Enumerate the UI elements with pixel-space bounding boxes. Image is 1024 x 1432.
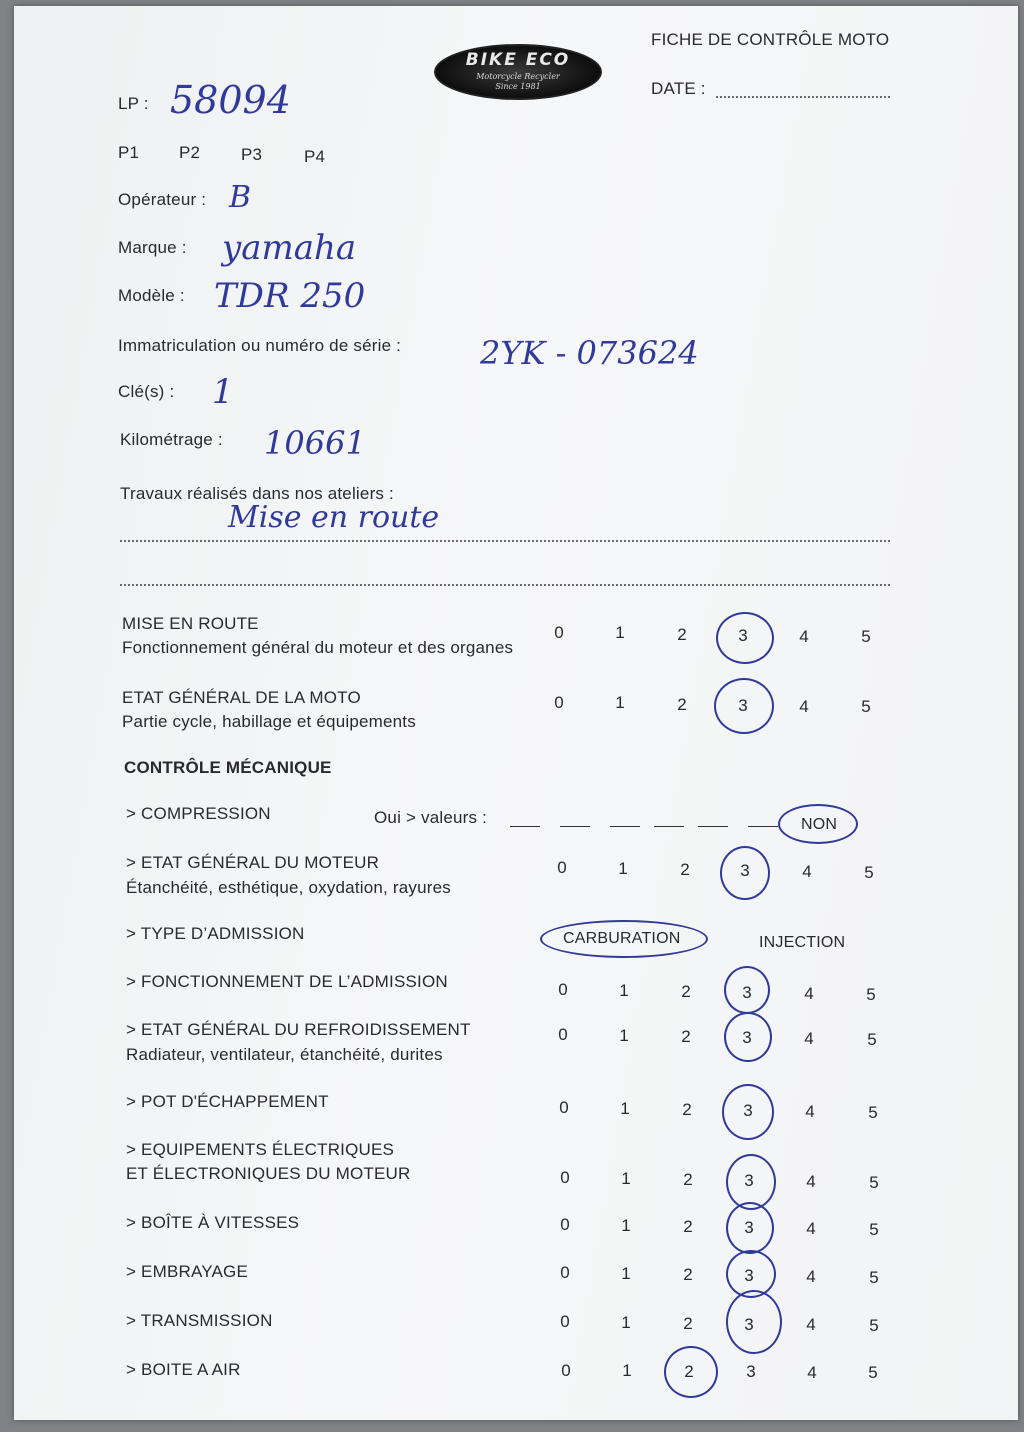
rating-option[interactable]: 0 (558, 980, 568, 999)
compression-value-1[interactable] (510, 826, 540, 827)
rating-option[interactable]: 0 (561, 1361, 571, 1380)
selection-circle (714, 678, 774, 734)
rating-option[interactable]: 1 (621, 1169, 631, 1188)
compression-title: > COMPRESSION (126, 804, 271, 823)
etat-moto-subtitle: Partie cycle, habillage et équipements (122, 712, 416, 731)
immatriculation-label: Immatriculation ou numéro de série : (118, 336, 402, 355)
rating-option[interactable]: 2 (682, 1100, 692, 1119)
compression-value-6[interactable] (748, 826, 778, 827)
rating-option[interactable]: 2 (683, 1170, 693, 1189)
selection-circle (664, 1346, 718, 1398)
rating-option-selected[interactable]: 3 (744, 1266, 754, 1285)
lp-value[interactable]: 58094 (170, 78, 291, 122)
rating-option-selected[interactable]: 3 (744, 1315, 754, 1334)
embrayage-title: > EMBRAYAGE (126, 1262, 249, 1281)
immatriculation-value[interactable]: 2YK - 073624 (480, 334, 699, 372)
compression-value-5[interactable] (698, 826, 728, 827)
rating-option-selected[interactable]: 3 (738, 696, 748, 715)
rating-option-selected[interactable]: 3 (744, 1218, 754, 1237)
selection-circle (778, 804, 858, 844)
rating-option-selected[interactable]: 3 (740, 861, 750, 880)
p1-label[interactable]: P1 (118, 143, 140, 162)
rating-option[interactable]: 0 (554, 623, 564, 642)
selection-circle (540, 920, 708, 958)
kilometrage-value[interactable]: 10661 (264, 424, 366, 462)
boite-vitesses-title: > BOÎTE À VITESSES (126, 1213, 300, 1232)
marque-value[interactable]: yamaha (222, 228, 357, 268)
rating-option[interactable]: 1 (620, 1099, 630, 1118)
p3-label[interactable]: P3 (241, 145, 263, 164)
rating-option[interactable]: 2 (681, 982, 691, 1001)
rating-option[interactable]: 5 (861, 697, 871, 716)
cles-value[interactable]: 1 (212, 372, 234, 412)
section-title: CONTRÔLE MÉCANIQUE (124, 758, 332, 777)
compression-oui-label[interactable]: Oui > valeurs : (374, 808, 488, 827)
rating-option[interactable]: 5 (868, 1103, 878, 1122)
rating-option-selected[interactable]: 3 (744, 1171, 754, 1190)
refroidissement-subtitle: Radiateur, ventilateur, étanchéité, durites (126, 1045, 443, 1064)
rating-option[interactable]: 4 (806, 1267, 816, 1286)
rating-option[interactable]: 0 (558, 1025, 568, 1044)
operateur-value[interactable]: B (229, 180, 252, 215)
rating-option[interactable]: 0 (560, 1215, 570, 1234)
date-field[interactable] (716, 96, 890, 98)
sheet-title: FICHE DE CONTRÔLE MOTO (651, 30, 890, 49)
logo-name: BIKE ECO (465, 50, 571, 70)
selection-circle (720, 846, 770, 900)
modele-value[interactable]: TDR 250 (214, 276, 366, 316)
rating-option[interactable]: 5 (869, 1173, 879, 1192)
selection-circle (726, 1202, 774, 1254)
rating-option[interactable]: 5 (868, 1363, 878, 1382)
electrique-title: > EQUIPEMENTS ÉLECTRIQUES (126, 1140, 395, 1159)
compression-value-2[interactable] (560, 826, 590, 827)
rating-option[interactable]: 0 (560, 1312, 570, 1331)
p2-label[interactable]: P2 (179, 143, 201, 162)
rating-option[interactable]: 5 (869, 1220, 879, 1239)
rating-option[interactable]: 4 (799, 697, 809, 716)
mise-en-route-subtitle: Fonctionnement général du moteur et des organes (122, 638, 514, 657)
selection-circle (716, 612, 774, 664)
rating-option[interactable]: 1 (618, 859, 628, 878)
rating-option[interactable]: 1 (621, 1216, 631, 1235)
refroidissement-title: > ETAT GÉNÉRAL DU REFROIDISSEMENT (126, 1020, 471, 1039)
bike-eco-logo (434, 44, 602, 100)
rating-option[interactable]: 2 (681, 1027, 691, 1046)
carburation-option[interactable]: CARBURATION (563, 930, 681, 947)
rating-option[interactable]: 1 (615, 623, 625, 642)
compression-non-option[interactable]: NON (801, 816, 838, 833)
selection-circle (724, 1012, 772, 1062)
rating-option[interactable]: 5 (869, 1316, 879, 1335)
rating-option[interactable]: 0 (560, 1263, 570, 1282)
p4-label[interactable]: P4 (304, 147, 326, 166)
logo-since: Since 1981 (495, 82, 541, 91)
rating-option-selected[interactable]: 3 (743, 1101, 753, 1120)
mise-en-route-title: MISE EN ROUTE (122, 614, 259, 633)
rating-option[interactable]: 0 (554, 693, 564, 712)
pot-title: > POT D'ÉCHAPPEMENT (126, 1092, 329, 1111)
marque-label: Marque : (118, 238, 187, 257)
rating-option[interactable]: 0 (559, 1098, 569, 1117)
electrique-title-2: ET ÉLECTRONIQUES DU MOTEUR (126, 1164, 411, 1183)
rating-option[interactable]: 4 (805, 1102, 815, 1121)
logo-subtitle: Motorcycle Recycler (476, 72, 560, 81)
rating-option[interactable]: 2 (683, 1314, 693, 1333)
modele-label: Modèle : (118, 286, 185, 305)
fonct-admission-title: > FONCTIONNEMENT DE L’ADMISSION (126, 972, 448, 991)
rating-option[interactable]: 5 (869, 1268, 879, 1287)
compression-value-4[interactable] (654, 826, 684, 827)
injection-option[interactable]: INJECTION (759, 934, 846, 951)
kilometrage-label: Kilométrage : (120, 430, 223, 449)
operateur-label: Opérateur : (118, 190, 207, 209)
rating-option[interactable]: 2 (677, 625, 687, 644)
rating-option[interactable]: 1 (622, 1361, 632, 1380)
rating-option[interactable]: 0 (560, 1168, 570, 1187)
etat-moto-title: ETAT GÉNÉRAL DE LA MOTO (122, 688, 361, 707)
date-label: DATE : (651, 79, 706, 98)
rating-option[interactable]: 2 (680, 860, 690, 879)
rating-option[interactable]: 1 (619, 981, 629, 1000)
rating-option[interactable]: 5 (864, 863, 874, 882)
rating-option[interactable]: 4 (806, 1172, 816, 1191)
rating-option[interactable]: 2 (683, 1265, 693, 1284)
rating-option-selected[interactable]: 3 (742, 1028, 752, 1047)
rating-option-selected[interactable]: 3 (742, 983, 752, 1002)
transmission-title: > TRANSMISSION (126, 1311, 273, 1330)
rating-option[interactable]: 0 (557, 858, 567, 877)
selection-circle (724, 966, 770, 1014)
etat-moteur-title: > ETAT GÉNÉRAL DU MOTEUR (126, 853, 380, 872)
rating-option[interactable]: 2 (677, 695, 687, 714)
travaux-value[interactable]: Mise en route (228, 500, 440, 535)
rating-option[interactable]: 5 (867, 1030, 877, 1049)
rating-option[interactable]: 5 (861, 627, 871, 646)
rating-option[interactable]: 4 (806, 1219, 816, 1238)
boite-air-title: > BOITE A AIR (126, 1360, 241, 1379)
rating-option[interactable]: 5 (866, 985, 876, 1004)
rating-option[interactable]: 1 (619, 1026, 629, 1045)
rating-option-selected[interactable]: 2 (684, 1362, 694, 1381)
rating-option[interactable]: 4 (799, 627, 809, 646)
rating-option[interactable]: 4 (804, 984, 814, 1003)
etat-moteur-subtitle: Étanchéité, esthétique, oxydation, rayures (126, 878, 451, 897)
rating-option[interactable]: 4 (804, 1029, 814, 1048)
control-sheet (14, 6, 1018, 1420)
selection-circle (722, 1084, 774, 1140)
compression-value-3[interactable] (610, 826, 640, 827)
rating-option[interactable]: 4 (802, 862, 812, 881)
rating-option-selected[interactable]: 3 (738, 626, 748, 645)
rating-option[interactable]: 2 (683, 1217, 693, 1236)
lp-label: LP : (118, 94, 149, 113)
rating-option[interactable]: 3 (746, 1362, 756, 1381)
rating-option[interactable]: 1 (621, 1313, 631, 1332)
selection-circle (726, 1290, 782, 1354)
admission-type-title: > TYPE D’ADMISSION (126, 924, 305, 943)
travaux-line-1[interactable] (120, 540, 890, 542)
rating-option[interactable]: 4 (807, 1363, 817, 1382)
cles-label: Clé(s) : (118, 382, 175, 401)
travaux-label: Travaux réalisés dans nos ateliers : (120, 484, 394, 503)
rating-option[interactable]: 1 (615, 693, 625, 712)
rating-option[interactable]: 4 (806, 1315, 816, 1334)
rating-option[interactable]: 1 (621, 1264, 631, 1283)
travaux-line-2[interactable] (120, 584, 890, 586)
